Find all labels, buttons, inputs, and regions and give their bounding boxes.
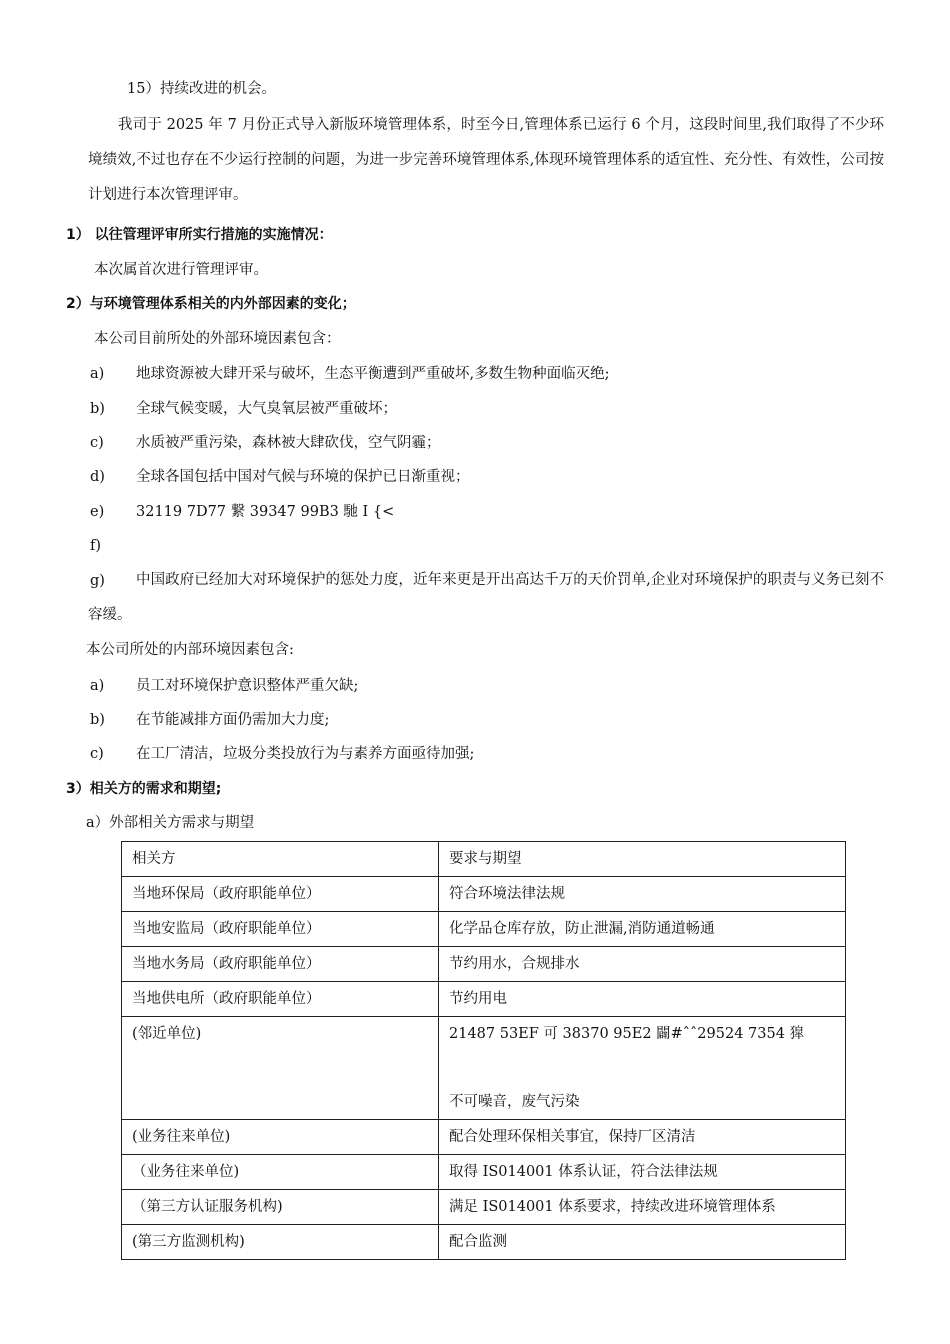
table-row bbox=[122, 1225, 846, 1260]
table-row bbox=[122, 877, 846, 912]
table-row bbox=[122, 912, 846, 947]
external-item-label: c) bbox=[90, 435, 104, 451]
table-cell: (业务往来单位) bbox=[122, 1120, 439, 1155]
section3-title: 3）相关方的需求和期望; bbox=[66, 781, 222, 797]
external-item-label: f) bbox=[90, 538, 102, 554]
intro-paragraph: 我司于 2025 年 7 月份正式导入新版环境管理体系，时至今日,管理体系已运行 6 个月，这段时间里,我们取得了不少环境绩效,不过也存在不少运行控制的问题，为进一步完善环境管理体系,体现环境管理体系的适宜性、充分性、有效性，公司按计划进行本次管理评审。 bbox=[88, 117, 884, 203]
table-header-row bbox=[122, 842, 846, 877]
external-item-label: b) bbox=[90, 401, 105, 417]
section1-body: 本次属首次进行管理评审。 bbox=[94, 262, 268, 278]
table-row bbox=[122, 947, 846, 982]
external-item-g-label: g) bbox=[90, 573, 105, 589]
external-factors-intro: 本公司目前所处的外部环境因素包含： bbox=[94, 331, 341, 347]
section2-title: 2）与环境管理体系相关的内外部因素的变化； bbox=[66, 296, 356, 312]
external-item-text: 32119 7D77 繋 39347 99B3 馳 I {< bbox=[136, 504, 395, 520]
section3-subtitle-a: a）外部相关方需求与期望 bbox=[86, 815, 255, 831]
table-cell: （业务往来单位) bbox=[122, 1155, 439, 1190]
table-cell: 配合监测 bbox=[439, 1225, 846, 1260]
table-cell: 当地安监局（政府职能单位） bbox=[122, 912, 439, 947]
internal-item-text: 在节能减排方面仍需加大力度; bbox=[136, 712, 330, 728]
external-item-label: d) bbox=[90, 469, 105, 485]
table-cell: (邻近单位) bbox=[122, 1017, 439, 1120]
internal-item-text: 在工厂清洁，垃圾分类投放行为与素养方面亟待加强; bbox=[136, 746, 475, 762]
table-cell: 满足 IS014001 体系要求，持续改进环境管理体系 bbox=[439, 1190, 846, 1225]
table-cell-line: 21487 53EF 可 38370 95E2 闢#ˆˆ29524 7354 獔 bbox=[449, 1026, 805, 1042]
table-cell-line: 不可噪音，废气污染 bbox=[449, 1094, 580, 1110]
heading-item-15: 15）持续改进的机会。 bbox=[127, 81, 276, 97]
table-cell: 取得 IS014001 体系认证，符合法律法规 bbox=[439, 1155, 846, 1190]
table-cell: 当地水务局（政府职能单位） bbox=[122, 947, 439, 982]
external-item-label: a) bbox=[90, 366, 105, 382]
stakeholder-table bbox=[121, 841, 846, 1260]
table-row bbox=[122, 982, 846, 1017]
internal-item-text: 员工对环境保护意识整体严重欠缺; bbox=[136, 678, 359, 694]
table-header-cell: 要求与期望 bbox=[439, 842, 846, 877]
external-item-label: e) bbox=[90, 504, 105, 520]
table-cell: 配合处理环保相关事宜，保持厂区清洁 bbox=[439, 1120, 846, 1155]
table-cell-multiline bbox=[439, 1017, 846, 1120]
table-cell: （第三方认证服务机构) bbox=[122, 1190, 439, 1225]
section1-title: 1） 以往管理评审所实行措施的实施情况： bbox=[66, 227, 333, 243]
external-item-text: 全球各国包括中国对气候与环境的保护已日渐重视； bbox=[136, 469, 470, 485]
table-row bbox=[122, 1155, 846, 1190]
table-header-cell: 相关方 bbox=[122, 842, 439, 877]
table-cell: 符合环境法律法规 bbox=[439, 877, 846, 912]
internal-item-label: a) bbox=[90, 678, 105, 694]
table-cell: 节约用电 bbox=[439, 982, 846, 1017]
table-row bbox=[122, 1017, 846, 1120]
table-cell: 当地供电所（政府职能单位） bbox=[122, 982, 439, 1017]
table-row bbox=[122, 1120, 846, 1155]
table-cell: 当地环保局（政府职能单位） bbox=[122, 877, 439, 912]
external-item-g-text: 中国政府已经加大对环境保护的惩处力度，近年来更是开出高达千万的天价罚单,企业对环境保护的职责与义务已刻不容缓。 bbox=[88, 572, 884, 623]
table-row bbox=[122, 1190, 846, 1225]
table-cell: 化学品仓库存放，防止泄漏,消防通道畅通 bbox=[439, 912, 846, 947]
external-item-text: 全球气候变暖，大气臭氧层被严重破坏； bbox=[136, 401, 397, 417]
internal-item-label: b) bbox=[90, 712, 105, 728]
external-item-text: 水质被严重污染，森林被大肆砍伐，空气阴霾； bbox=[136, 435, 441, 451]
external-item-text: 地球资源被大肆开采与破坏，生态平衡遭到严重破坏,多数生物种面临灭绝; bbox=[136, 366, 610, 382]
internal-factors-intro: 本公司所处的内部环境因素包含: bbox=[86, 642, 294, 658]
table-cell: (第三方监测机构) bbox=[122, 1225, 439, 1260]
table-cell: 节约用水，合规排水 bbox=[439, 947, 846, 982]
internal-item-label: c) bbox=[90, 746, 104, 762]
